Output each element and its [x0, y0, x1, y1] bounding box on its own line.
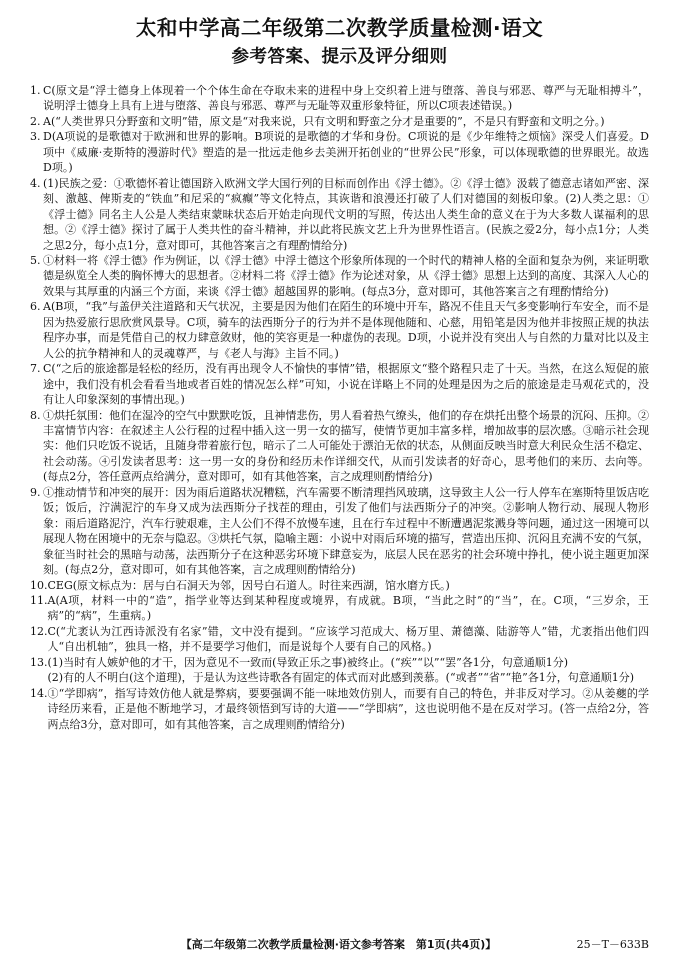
answer-text: A(“人类世界只分野蛮和文明”错，原文是“对我来说，只有文明和野蛮之分才是重要的”，不是只有野蛮和文明之分。) — [43, 114, 605, 128]
page-subtitle: 参考答案、提示及评分细则 — [231, 47, 448, 67]
answer-text-part-2: (2)有的人不明白(这个道理)，于是认为这些诗歌各有固定的体式而对此感到羡慕。(“或者”“省”“艳”各1分，句意通顺1分) — [47, 671, 634, 685]
answer-text: C(“尤袤认为江西诗派没有名家”错，文中没有提到。“应该学习范成大、杨万里、萧德藻、陆游等人”错，尤袤指出他们四人“自出机轴”，独具一格，并不是要学习他们，而是说每个人要有自己的风格。) — [47, 624, 649, 654]
answer-text: D(A项说的是歌德对于欧洲和世界的影响。B项说的是歌德的才华和身份。C项说的是《少年维特之烦恼》深受人们喜爱。D项中《威廉·麦斯特的漫游时代》塑造的是一批远走他乡去美洲开拓创业的“世界公民”形象，可以体现歌德的世界眼光。故选D项。) — [43, 130, 649, 175]
answer-item — [30, 83, 649, 114]
answer-number: 8. — [30, 408, 41, 422]
page-title: 太和中学高二年级第二次教学质量检测·语文 — [135, 16, 544, 40]
answer-number: 5. — [30, 253, 41, 267]
answer-text: ①推动情节和冲突的展开：因为雨后道路状况糟糕，汽车需要不断清理挡风玻璃，这导致主人公一行人停车在塞斯特里饭店吃饭；饭后，泞满泥泞的车身又成为法西斯分子找茬的理由，引发了他们与法西斯分子的冲突。②影响人物行动、展现人物形象：雨后道路泥泞，汽车行驶艰难，主人公们不得不放慢车速，且在行车过程中不断遭遇泥浆溅身等问题，通过这一困境可以展现人物在困境中的无奈与隐忍。③烘托气氛，隐喻主题：小说中对雨后环境的描写，营造出压抑、沉闷且充满不安的气氛，象征当时社会的黑暗与动荡，法西斯分子在这种恶劣环境下肆意妄为，底层人民在恶劣的社会环境中挣扎，使小说主题更加深刻。(每点2分，意对即可，如有其他答案，言之成理则酌情给分) — [43, 485, 649, 577]
answer-number: 3. — [30, 130, 41, 144]
answer-number: 11. — [30, 593, 48, 607]
answer-number: 13. — [30, 655, 48, 669]
answer-text: A(B项，“我”与盖伊关注道路和天气状况，主要是因为他们在陌生的环境中开车，路况不佳且天气多变影响行车安全，而不是因为热爱旅行思欣赏风景导。C项，骑车的法西斯分子的行为并不是体现他随和、心慈，用铅笔是因为他并非按照正规的执法程序办事，而是凭借自己的权力肆意敛财，他的笑容更是一种虚伪的表现。D项，小说并没有突出人与自然的力量对比以及主人公的抗争精神和人的灵魂尊严，与《老人与海》主旨不同。) — [43, 300, 649, 360]
answer-item — [30, 624, 649, 655]
answer-item — [30, 686, 649, 732]
answer-text: A(A项，材料一中的“造”，指学业等达到某种程度或境界，有成就。B项，“当此之时”的“当”，在。C项，“三岁余，王病”的“病”，生重病。) — [47, 593, 649, 623]
answer-number: 2. — [30, 114, 41, 128]
answer-number: 10. — [30, 578, 48, 592]
answer-item — [30, 299, 649, 361]
answer-number: 4. — [30, 176, 41, 190]
answer-text: (1)当时有人嫉妒他的才干，因为意见不一致而(导致正乐之事)被终止。(“疾”“以”“罢”各1分，句意通顺1分) — [47, 655, 568, 669]
footer-page-info: 【高二年级第二次教学质量检测·语文参考答案 第1页(共4页)】 — [180, 938, 497, 951]
answer-item — [30, 655, 649, 686]
footer-paper-code: 25－T－633B — [576, 938, 649, 951]
answer-list — [30, 83, 649, 732]
answer-text: C(原文是“浮士德身上体现着一个个体生命在夺取未来的进程中身上交织着上进与堕落、善良与邪恶、尊严与无耻相搏斗”，说明浮士德身上具有上进与堕落、善良与邪恶、尊严与无耻等双重形象特征，所以C项表述错误。) — [43, 84, 649, 113]
answer-item — [30, 114, 649, 129]
answer-item — [30, 129, 649, 175]
page-footer — [0, 938, 677, 952]
answer-item — [30, 253, 649, 299]
answer-text: ①烘托氛围：他们在湿冷的空气中默默吃饭，且神情悲伤，男人看着热气缭头，他们的存在烘托出整个场景的沉闷、压抑。②丰富情节内容：在叙述主人公行程的过程中插入这一男一女的描写，使情节更加丰富多样，增加故事的层次感。③暗示社会现实：他们只吃饭不说话，且随身带着旅行包，暗示了二人可能处于漂泊无依的状态，从侧面反映当时意大利民众生活不稳定、社会动荡。④引发读者思考：这一男一女的身份和经历未作详细交代，从而引发读者的好奇心，思考他们的来历、去向等。(每点2分，答任意两点给满分，意对即可，如有其他答案，言之成理则酌情给分) — [43, 408, 649, 484]
answer-item — [30, 578, 649, 593]
answer-text: ①材料一将《浮士德》作为例证，以《浮士德》中浮士德这个形象所体现的一个时代的精神人格的全面和复杂为例，来证明歌德是纵览全人类的胸怀博大的思想者。②材料二将《浮士德》作为论述对象，从《浮士德》思想上达到的高度、其深入人心的效果与其厚重的内涵三个方面，来谈《浮士德》超越国界的影响。(每点3分，意对即可，其他答案言之有理酌情给分) — [43, 253, 649, 298]
answer-item — [30, 408, 649, 485]
answer-number: 6. — [30, 300, 41, 314]
answer-item — [30, 176, 649, 253]
answer-text: CEG(原文标点为：居与白石洞天为邻，因号白石道人。时往来西湖，馆水磨方氏。) — [47, 578, 450, 592]
answer-item — [30, 361, 649, 407]
answer-item — [30, 593, 649, 624]
answer-number: 7. — [30, 362, 41, 376]
answer-number: 9. — [30, 485, 41, 499]
answer-text: ①“学即病”，指写诗效仿他人就是弊病，要要强调不能一味地效仿别人，而要有自己的特色，并非反对学习。②从姜夔的学诗经历来看，正是他不断地学习，才最终领悟到写诗的大道——“学即病”，这也说明他不是在反对学习。(答一点给2分，答两点给3分，意对即可，如有其他答案，言之成理则酌情给分) — [47, 686, 649, 731]
answer-text: C(“之后的旅途都是轻松的经历，没有再出现令人不愉快的事情”错，根据原文“整个路程只走了十天。当然，在这么短促的旅途中，我们没有机会看看当地或者百姓的情况怎么样”可知，小说在详略上不同的处理是因为之后的旅途是走马观花式的，没有让人印象深刻的事情出现。) — [43, 362, 649, 407]
answer-number: 14. — [30, 686, 48, 700]
answer-text: (1)民族之爱：①歌德怀着让德国跻入欧洲文学大国行列的目标而创作出《浮士德》。②《浮士德》汲载了德意志诸如严密、深刻、激越、俾斯麦的“铁血”和尼采的“疯癫”等文化特点，其诙谐和浪漫还打破了人们对德国的刻板印象。(2)人类之思：①《浮士德》同名主人公是人类结束蒙昧状态后开始走向现代文明的写照，传达出人类生命的意义在于为大多数人谋福利的思想。②《浮士德》探讨了属于人类共性的奋斗精神，并以此将民族文艺上升为世界性语言。(民族之爱2分，每小点1分；人类之思2分，每小点1分，意对即可，其他答案言之有理酌情给分) — [43, 176, 649, 252]
answer-number: 1. — [30, 84, 41, 97]
answer-item — [30, 485, 649, 578]
answer-number: 12. — [30, 624, 48, 638]
